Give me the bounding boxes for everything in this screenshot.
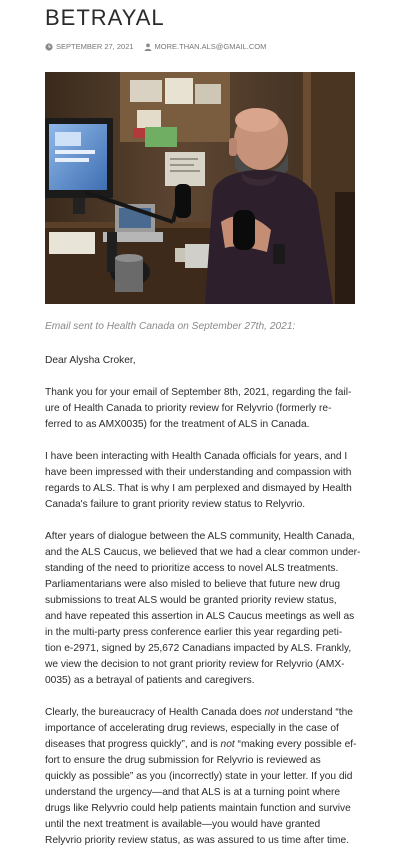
text-segment: Clearly, the bureaucracy of Health Canada does: [45, 707, 265, 718]
text-segment: understand “the: [278, 707, 353, 718]
text-line: and have repeated this assertion in ALS Caucus meetings as well as: [45, 611, 355, 622]
text-line: Thank you for your email of September 8th, 2021, regarding the fail-: [45, 387, 352, 398]
post-date[interactable]: [45, 42, 134, 51]
text-segment: “making every possible ef-: [234, 739, 357, 750]
text-line: importance of accelerating drug reviews, especially in the case of: [45, 723, 339, 734]
post-title: BETRAYAL: [45, 5, 165, 30]
text-line: fort to ensure the drug submission for Relyvrio is reviewed as: [45, 755, 321, 766]
text-line: until the next treatment is available—you would have granted: [45, 819, 321, 830]
user-icon: [144, 43, 152, 51]
text-line: ure of Health Canada to priority review for Relyvrio (formerly re-: [45, 403, 332, 414]
text-line: in the multi-party press conference earlier this year regarding peti-: [45, 627, 343, 638]
letter-paragraph-3: [45, 529, 363, 689]
post-author[interactable]: [144, 42, 267, 51]
text-line: drugs like Relyvrio could help patients maintain function and survive: [45, 803, 351, 814]
text-line: quickly as possible” as you (incorrectly) state in your letter. If you did: [45, 771, 353, 782]
letter-salutation: Dear Alysha Croker,: [45, 355, 136, 366]
post-author-text[interactable]: MORE.THAN.ALS@GMAIL.COM: [154, 42, 267, 51]
post-caption: Email sent to Health Canada on September 27th, 2021:: [45, 321, 296, 332]
text-line: Canada's failure to grant priority review status to Relyvrio.: [45, 499, 306, 510]
text-line: regards to ALS. That is why I am perplexed and dismayed by Health: [45, 483, 352, 494]
post-photo: [45, 72, 355, 304]
text-line: Parliamentarians were also misled to believe that future new drug: [45, 579, 341, 590]
letter-paragraph-2: [45, 449, 363, 513]
text-segment: diseases that progress quickly”, and is: [45, 739, 221, 750]
text-line: [45, 705, 363, 721]
post-meta: [45, 42, 266, 51]
text-line: tion e-2971, signed by 25,672 Canadians impacted by ALS. Frankly,: [45, 643, 352, 654]
text-line: have been impressed with their understanding and compassion with: [45, 467, 352, 478]
letter-body: [45, 353, 363, 863]
emphasis-not: not: [264, 707, 279, 718]
emphasis-not: not: [220, 739, 235, 750]
text-line: we view the decision to not grant priority review for Relyvrio (AMX-: [45, 659, 345, 670]
text-line: I have been interacting with Health Canada officials for years, and I: [45, 451, 348, 462]
text-line: After years of dialogue between the ALS community, Health Canada,: [45, 531, 355, 542]
text-line: [45, 737, 363, 753]
photo-man-at-desk-with-microphone: [45, 72, 355, 304]
text-line: submissions to treat ALS would be granted priority review status,: [45, 595, 337, 606]
text-line: understand the urgency—and that ALS is at a turning point where: [45, 787, 341, 798]
text-line: 0035) as a betrayal of patients and caregivers.: [45, 675, 255, 686]
post-date-text[interactable]: SEPTEMBER 27, 2021: [56, 42, 134, 51]
text-line: Relyvrio priority review status, as was assured to us time after time.: [45, 835, 350, 846]
text-line: and the ALS Caucus, we believed that we had a clear common under-: [45, 547, 361, 558]
letter-paragraph-4: [45, 705, 363, 849]
clock-icon: [45, 43, 53, 51]
text-line: standing of the need to prioritize access to novel ALS treatments.: [45, 563, 339, 574]
letter-paragraph-1: [45, 385, 363, 433]
text-line: ferred to as AMX0035) for the treatment of ALS in Canada.: [45, 419, 310, 430]
